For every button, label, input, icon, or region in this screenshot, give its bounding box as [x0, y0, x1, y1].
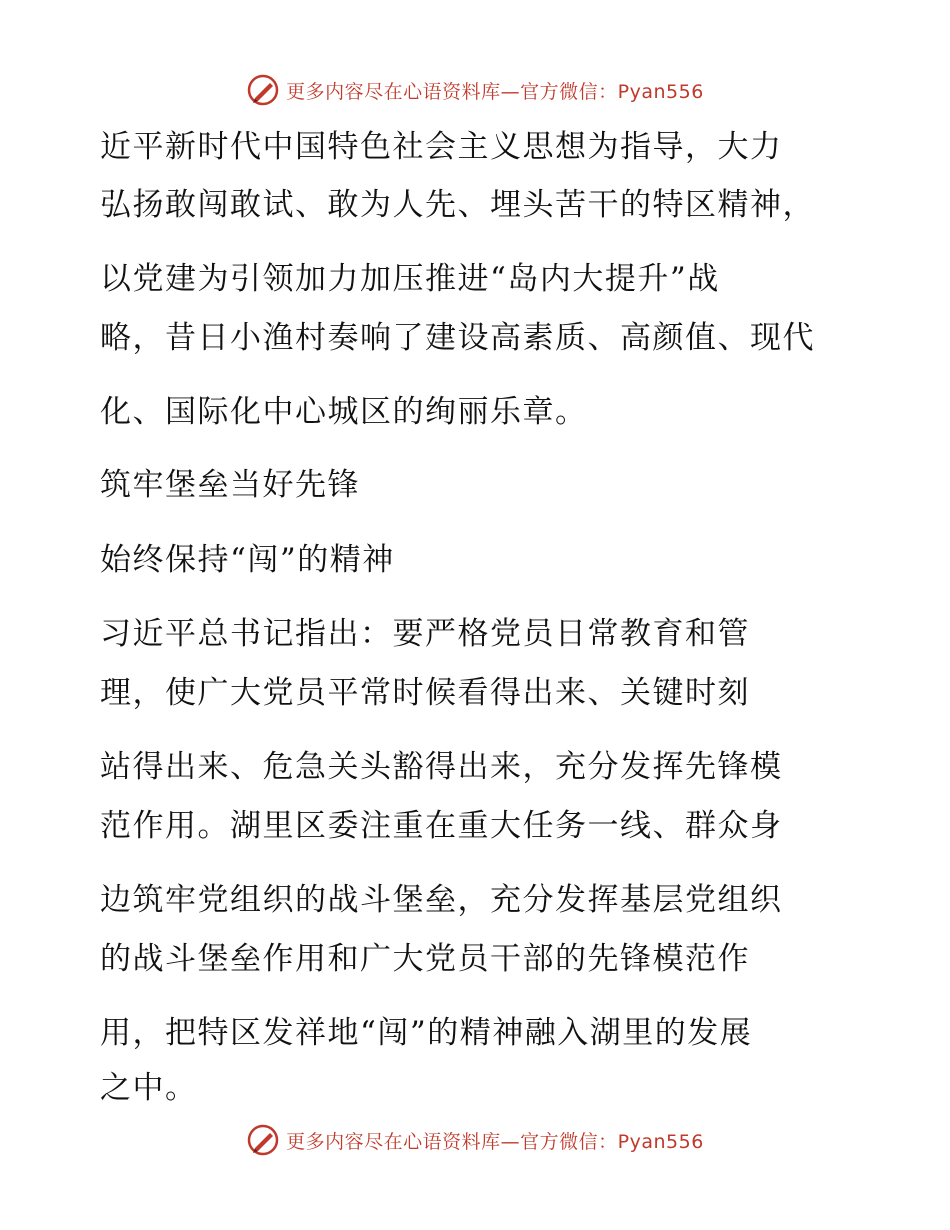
footer-watermark [0, 1120, 950, 1160]
red-pen-seal-icon [246, 73, 280, 107]
section-subheading: 始终保持“闯”的精神 [100, 542, 395, 578]
text-line: 用，把特区发祥地“闯”的精神融入湖里的发展 [100, 1015, 753, 1051]
watermark-text: 更多内容尽在心语资料库—官方微信：Pyan556 [286, 1130, 704, 1153]
text-line: 习近平总书记指出：要严格党员日常教育和管 [100, 616, 750, 652]
text-line: 弘扬敢闯敢试、敢为人先、埋头苦干的特区精神， [100, 187, 815, 223]
text-line: 的战斗堡垒作用和广大党员干部的先锋模范作 [100, 941, 750, 977]
text-line: 站得出来、危急关头豁得出来，充分发挥先锋模 [100, 749, 783, 785]
text-line: 理，使广大党员平常时候看得出来、关键时刻 [100, 675, 750, 711]
text-line: 以党建为引领加力加压推进“岛内大提升”战 [100, 261, 720, 297]
text-line: 略，昔日小渔村奏响了建设高素质、高颜值、现代 [100, 320, 815, 356]
text-line: 范作用。湖里区委注重在重大任务一线、群众身 [100, 808, 783, 844]
red-pen-seal-icon [246, 1123, 280, 1157]
text-line: 之中。 [100, 1070, 198, 1106]
text-line: 边筑牢党组织的战斗堡垒，充分发挥基层党组织 [100, 882, 783, 918]
text-line: 化、国际化中心城区的绚丽乐章。 [100, 394, 588, 430]
watermark-text: 更多内容尽在心语资料库—官方微信：Pyan556 [286, 80, 704, 103]
header-watermark [0, 70, 950, 110]
text-line: 近平新时代中国特色社会主义思想为指导，大力 [100, 129, 783, 165]
section-heading: 筑牢堡垒当好先锋 [100, 467, 360, 503]
